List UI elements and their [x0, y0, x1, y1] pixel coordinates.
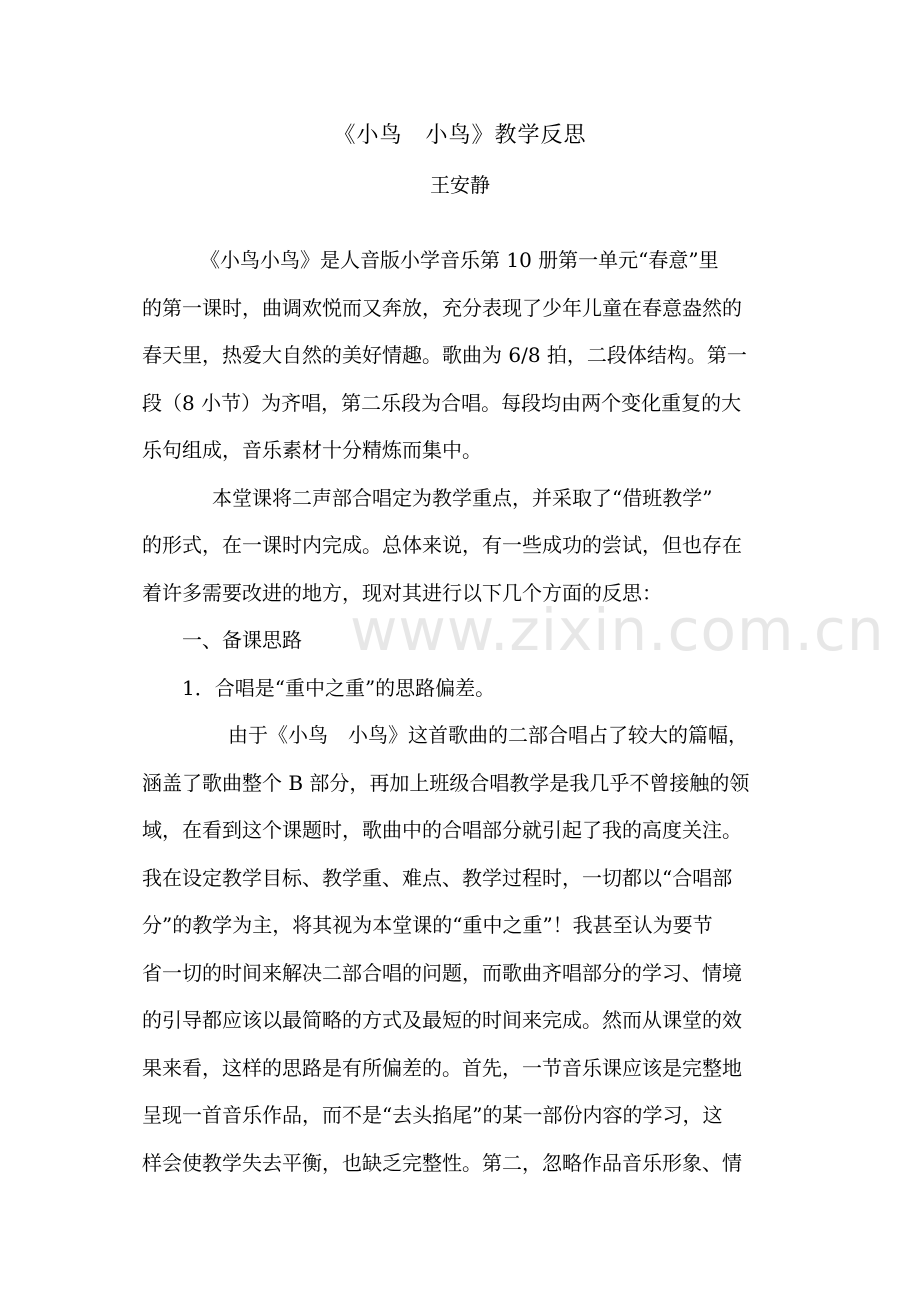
paragraph-line: 涵盖了歌曲整个 B 部分，再加上班级合唱教学是我几乎不曾接触的领 — [142, 771, 750, 795]
section-heading: 一、备课思路 — [182, 628, 302, 652]
paragraph-line: 的引导都应该以最简略的方式及最短的时间来完成。然而从课堂的效 — [142, 1008, 742, 1032]
paragraph-line: 域，在看到这个课题时，歌曲中的合唱部分就引起了我的高度关注。 — [142, 818, 742, 842]
paragraph-line: 分”的教学为主，将其视为本堂课的“重中之重”！我甚至认为要节 — [142, 913, 713, 937]
paragraph-line: 样会使教学失去平衡，也缺乏完整性。第二，忽略作品音乐形象、情 — [142, 1151, 742, 1175]
paragraph-line: 由于《小鸟 小鸟》这首歌曲的二部合唱占了较大的篇幅， — [228, 723, 748, 747]
paragraph-line: 的形式，在一课时内完成。总体来说，有一些成功的尝试，但也存在 — [142, 533, 742, 557]
document-author: 王安静 — [430, 173, 490, 197]
paragraph-line: 果来看，这样的思路是有所偏差的。首先，一节音乐课应该是完整地 — [142, 1056, 742, 1080]
paragraph-line: 省一切的时间来解决二部合唱的问题，而歌曲齐唱部分的学习、情境 — [142, 961, 742, 985]
document-title: 《小鸟 小鸟》教学反思 — [333, 123, 587, 148]
paragraph-line: 《小鸟小鸟》是人音版小学音乐第 10 册第一单元“春意”里 — [200, 248, 719, 272]
paragraph-line: 春天里，热爱大自然的美好情趣。歌曲为 6/8 拍，二段体结构。第一 — [142, 343, 747, 367]
paragraph-line: 乐句组成，音乐素材十分精炼而集中。 — [142, 438, 482, 462]
subsection-heading: 1．合唱是“重中之重”的思路偏差。 — [182, 676, 496, 700]
paragraph-line: 段（8 小节）为齐唱，第二乐段为合唱。每段均由两个变化重复的大 — [142, 391, 742, 415]
paragraph-line: 的第一课时，曲调欢悦而又奔放，充分表现了少年儿童在春意盎然的 — [142, 296, 742, 320]
watermark: www.zixin.com.cn — [350, 596, 885, 664]
paragraph-line: 本堂课将二声部合唱定为教学重点，并采取了“借班教学” — [212, 486, 713, 510]
paragraph-line: 着许多需要改进的地方，现对其进行以下几个方面的反思： — [142, 581, 662, 605]
paragraph-line: 我在设定教学目标、教学重、难点、教学过程时，一切都以“合唱部 — [142, 866, 733, 890]
paragraph-line: 呈现一首音乐作品，而不是“去头掐尾”的某一部份内容的学习，这 — [142, 1103, 723, 1127]
